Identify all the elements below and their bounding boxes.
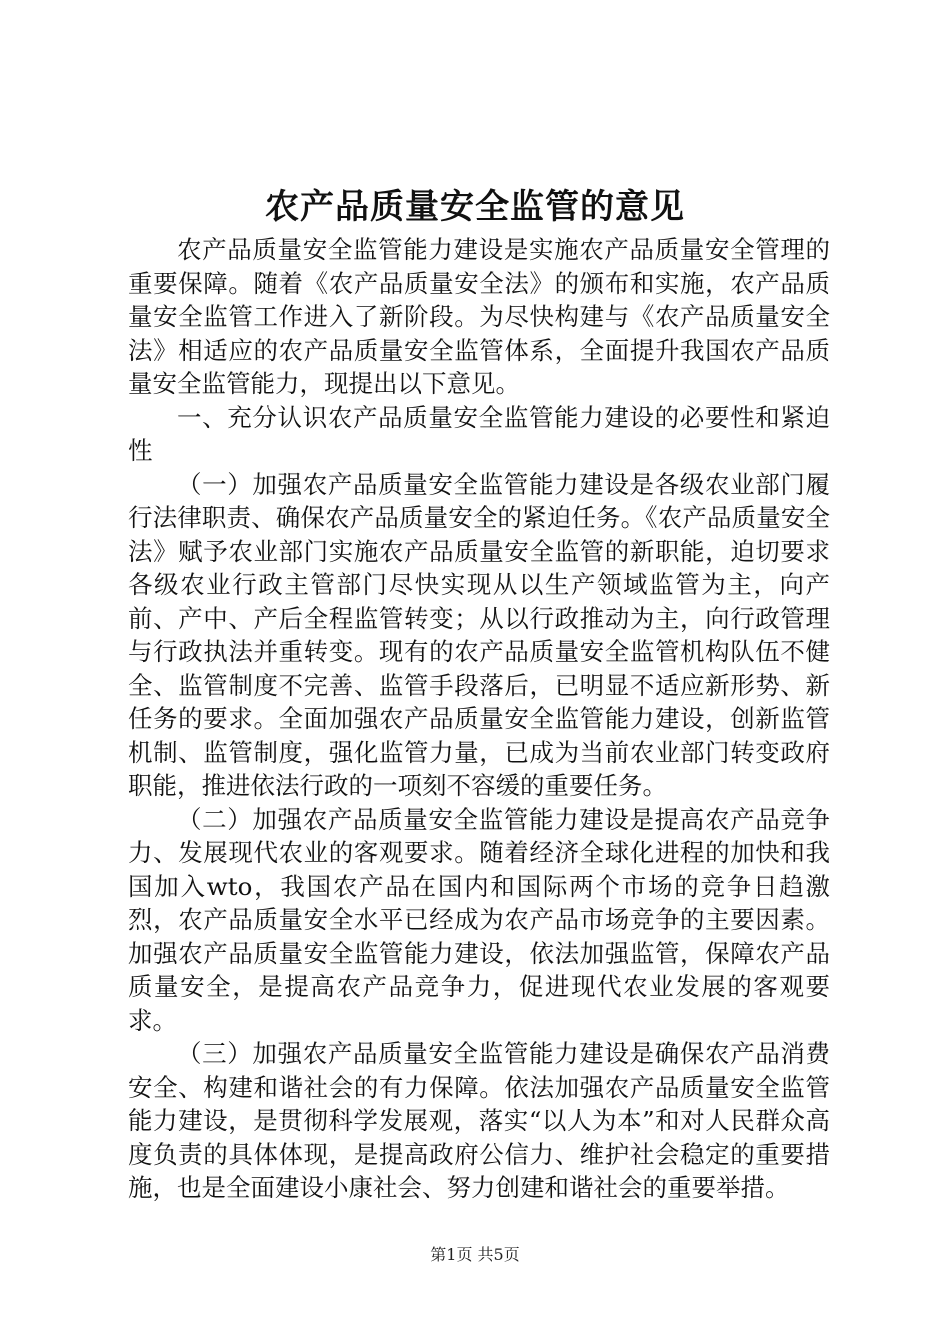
section-heading-1: 一、充分认识农产品质量安全监管能力建设的必要性和紧迫性 [128, 402, 830, 465]
paragraph-item-2: （二）加强农产品质量安全监管能力建设是提高农产品竞争力、发展现代农业的客观要求。随着经济全球化进程的加快和我国加入wto，我国农产品在国内和国际两个市场的竞争日趋激烈，农产品质量安全水平已经成为农产品市场竞争的主要因素。加强农产品质量安全监管能力建设，依法加强监管，保障农产品质量安全，是提高农产品竞争力，促进现代农业发展的客观要求。 [128, 804, 830, 1035]
paragraph-item-3: （三）加强农产品质量安全监管能力建设是确保农产品消费安全、构建和谐社会的有力保障。依法加强农产品质量安全监管能力建设，是贯彻科学发展观，落实“以人为本”和对人民群众高度负责的具体体现，是提高政府公信力、维护社会稳定的重要措施，也是全面建设小康社会、努力创建和谐社会的重要举措。 [128, 1039, 830, 1202]
paragraph-item-1: （一）加强农产品质量安全监管能力建设是各级农业部门履行法律职责、确保农产品质量安全的紧迫任务。《农产品质量安全法》赋予农业部门实施农产品质量安全监管的新职能，迫切要求各级农业行政主管部门尽快实现从以生产领域监管为主，向产前、产中、产后全程监管转变；从以行政推动为主，向行政管理与行政执法并重转变。现有的农产品质量安全监管机构队伍不健全、监管制度不完善、监管手段落后，已明显不适应新形势、新任务的要求。全面加强农产品质量安全监管能力建设，创新监管机制、监管制度，强化监管力量，已成为当前农业部门转变政府职能，推进依法行政的一项刻不容缓的重要任务。 [128, 469, 830, 800]
page-number-footer: 第1页 共5页 [430, 1245, 520, 1264]
intro-paragraph: 农产品质量安全监管能力建设是实施农产品质量安全管理的重要保障。随着《农产品质量安全法》的颁布和实施，农产品质量安全监管工作进入了新阶段。为尽快构建与《农产品质量安全法》相适应的农产品质量安全监管体系，全面提升我国农产品质量安全监管能力，现提出以下意见。 [128, 235, 830, 398]
document-body [128, 233, 830, 1205]
document-title: 农产品质量安全监管的意见 [265, 187, 685, 227]
